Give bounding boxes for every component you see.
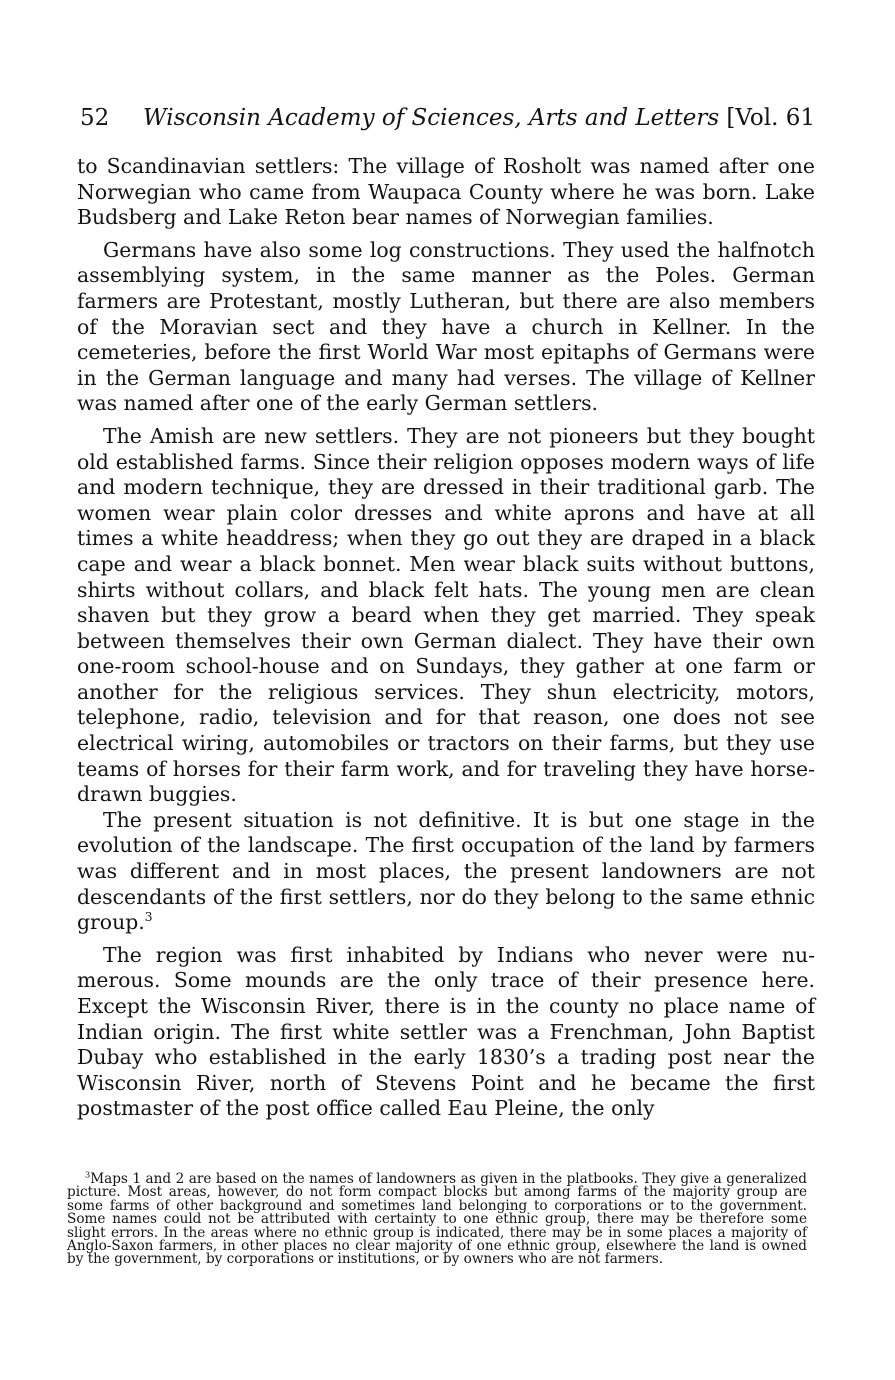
body-text — [77, 154, 815, 1122]
paragraph-present-situation-text: The present situation is not definitive. It is but one stage in the evolution of the landscape. The first occupation of the land by farmers was different and in most places, the present landowners are not descendants of the first settlers, nor do they belong to the same ethnic group. — [77, 807, 815, 935]
footnote-reference: 3 — [144, 910, 153, 925]
paragraph-continued: to Scandinavian settlers: The village of Rosholt was named after one Norwegian who came from Waupaca County where he was born. Lake Budsberg and Lake Reton bear names of Norwegian families. — [77, 154, 815, 230]
footnote — [67, 1169, 807, 1268]
paragraph-amish: The Amish are new settlers. They are not pioneers but they bought old established farms. Since their religion opposes modern ways of life and modern technique, they are dressed in their traditional garb. The women wear plain color dresses and white aprons and have at all times a white headdress; when they go out they are draped in a black cape and wear a black bonnet. Men wear black suits without buttons, shirts without collars, and black felt hats. The young men are clean shaven but they grow a beard when they get married. They speak between themselves their own German dialect. They have their own one-room school-house and on Sundays, they gather at one farm or another for the religious services. They shun electricity, motors, telephone, radio, television and for that reason, one does not see electrical wiring, automobiles or tractors on their farms, but they use teams of horses for their farm work, and for traveling they have horse-drawn buggies. — [77, 423, 815, 807]
footnote-paragraph — [67, 1169, 807, 1268]
volume-label: [Vol. 61 — [726, 105, 815, 131]
footnote-text: Maps 1 and 2 are based on the names of landowners as given in the platbooks. They give a generalized picture. Most areas, however, do not form compact blocks but among farms of the majority group are some farms of other background and sometimes land belonging to corporations or to the government. Some names could not be attributed with certainty to one ethnic group, there may be therefore some slight errors. In the areas where no ethnic group is indicated, there may be in some places a majority of Anglo-Saxon farmers, in other places no clear majority of one ethnic group, elsewhere the land is owned by the government, by corporations or institutions, or by owners who are not farmers. — [67, 1171, 807, 1268]
page-number: 52 — [80, 105, 110, 131]
journal-title: Wisconsin Academy of Sciences, Arts and Letters — [143, 105, 720, 131]
running-header — [80, 101, 815, 135]
paragraph-region-history: The region was first inhabited by Indians who never were numerous. Some mounds are the only trace of their presence here. Except the Wisconsin River, there is in the county no place name of Indian origin. The first white settler was a Frenchman, John Baptist Dubay who established in the early 1830’s a trading post near the Wisconsin River, north of Stevens Point and he became the first postmaster of the post office called Eau Pleine, the only — [77, 942, 815, 1121]
footnote-marker: 3 — [85, 1169, 91, 1180]
paragraph-germans: Germans have also some log constructions. They used the halfnotch assemblying system, in the same manner as the Poles. German farmers are Protestant, mostly Lutheran, but there are also members of the Moravian sect and they have a church in Kellner. In the cemeteries, before the first World War most epitaphs of Germans were in the German language and many had verses. The village of Kellner was named after one of the early German settlers. — [77, 237, 815, 416]
paragraph-present-situation — [77, 808, 815, 936]
